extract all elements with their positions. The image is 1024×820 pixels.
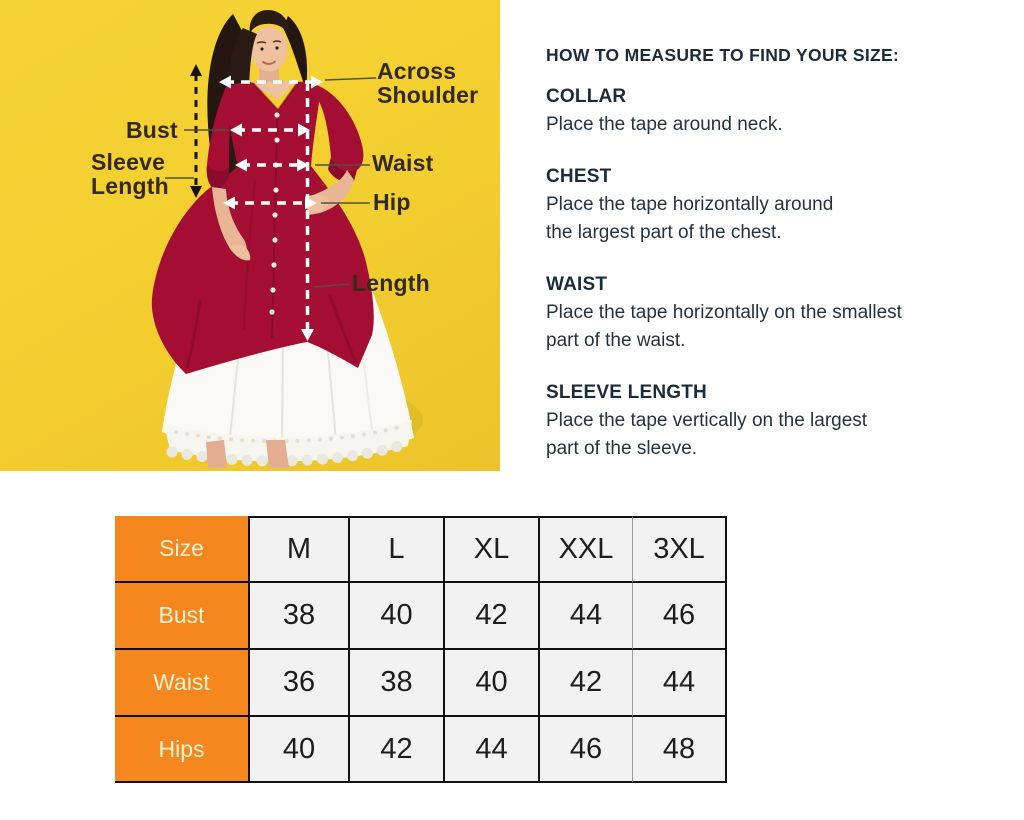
size-chart-table (115, 516, 727, 783)
bust-value-l: 40 (350, 583, 445, 650)
bust-value-3xl: 46 (633, 583, 727, 650)
model-illustration-panel (0, 0, 500, 471)
size-col-m: M (250, 516, 350, 583)
size-col-3xl: 3XL (633, 516, 727, 583)
waist-label: Waist (372, 150, 434, 176)
face (251, 27, 288, 72)
eye-right (275, 46, 278, 49)
waist-value-l: 38 (350, 650, 445, 717)
hips-value-3xl: 48 (633, 717, 727, 783)
bust-value-m: 38 (250, 583, 350, 650)
waist-value-m: 36 (250, 650, 350, 717)
waist-value-xxl: 42 (540, 650, 633, 717)
size-chart-header-label: Size (115, 516, 250, 583)
row-label-waist: Waist (115, 650, 250, 717)
waist-value-xl: 40 (445, 650, 540, 717)
section-title-chest: CHEST (546, 166, 612, 187)
bust-value-xl: 42 (445, 583, 540, 650)
hips-value-xxl: 46 (540, 717, 633, 783)
section-title-collar: COLLAR (546, 86, 627, 107)
size-col-xxl: XXL (540, 516, 633, 583)
across-shoulder-label: Across Shoulder (377, 58, 479, 108)
size-col-xl: XL (445, 516, 540, 583)
row-label-bust: Bust (115, 583, 250, 650)
eye-left (260, 47, 263, 50)
section-body-collar: Place the tape around neck. (546, 114, 783, 135)
size-col-l: L (350, 516, 445, 583)
sleeve-length-label: Sleeve Length (91, 149, 169, 199)
row-label-hips: Hips (115, 717, 250, 783)
section-body-sleeve-length: Place the tape vertically on the largest part of the sleeve. (546, 410, 868, 459)
guide-heading: HOW TO MEASURE TO FIND YOUR SIZE: (546, 45, 900, 65)
waist-value-3xl: 44 (633, 650, 727, 717)
hip-label: Hip (373, 189, 411, 215)
section-title-sleeve-length: SLEEVE LENGTH (546, 382, 707, 403)
bust-label: Bust (126, 117, 178, 143)
section-title-waist: WAIST (546, 274, 608, 295)
hips-value-xl: 44 (445, 717, 540, 783)
hips-value-m: 40 (250, 717, 350, 783)
section-body-chest: Place the tape horizontally around the largest part of the chest. (546, 194, 834, 243)
hips-value-l: 42 (350, 717, 445, 783)
length-label: Length (352, 270, 430, 296)
section-body-waist: Place the tape horizontally on the smallest part of the waist. (546, 302, 902, 351)
bust-value-xxl: 44 (540, 583, 633, 650)
